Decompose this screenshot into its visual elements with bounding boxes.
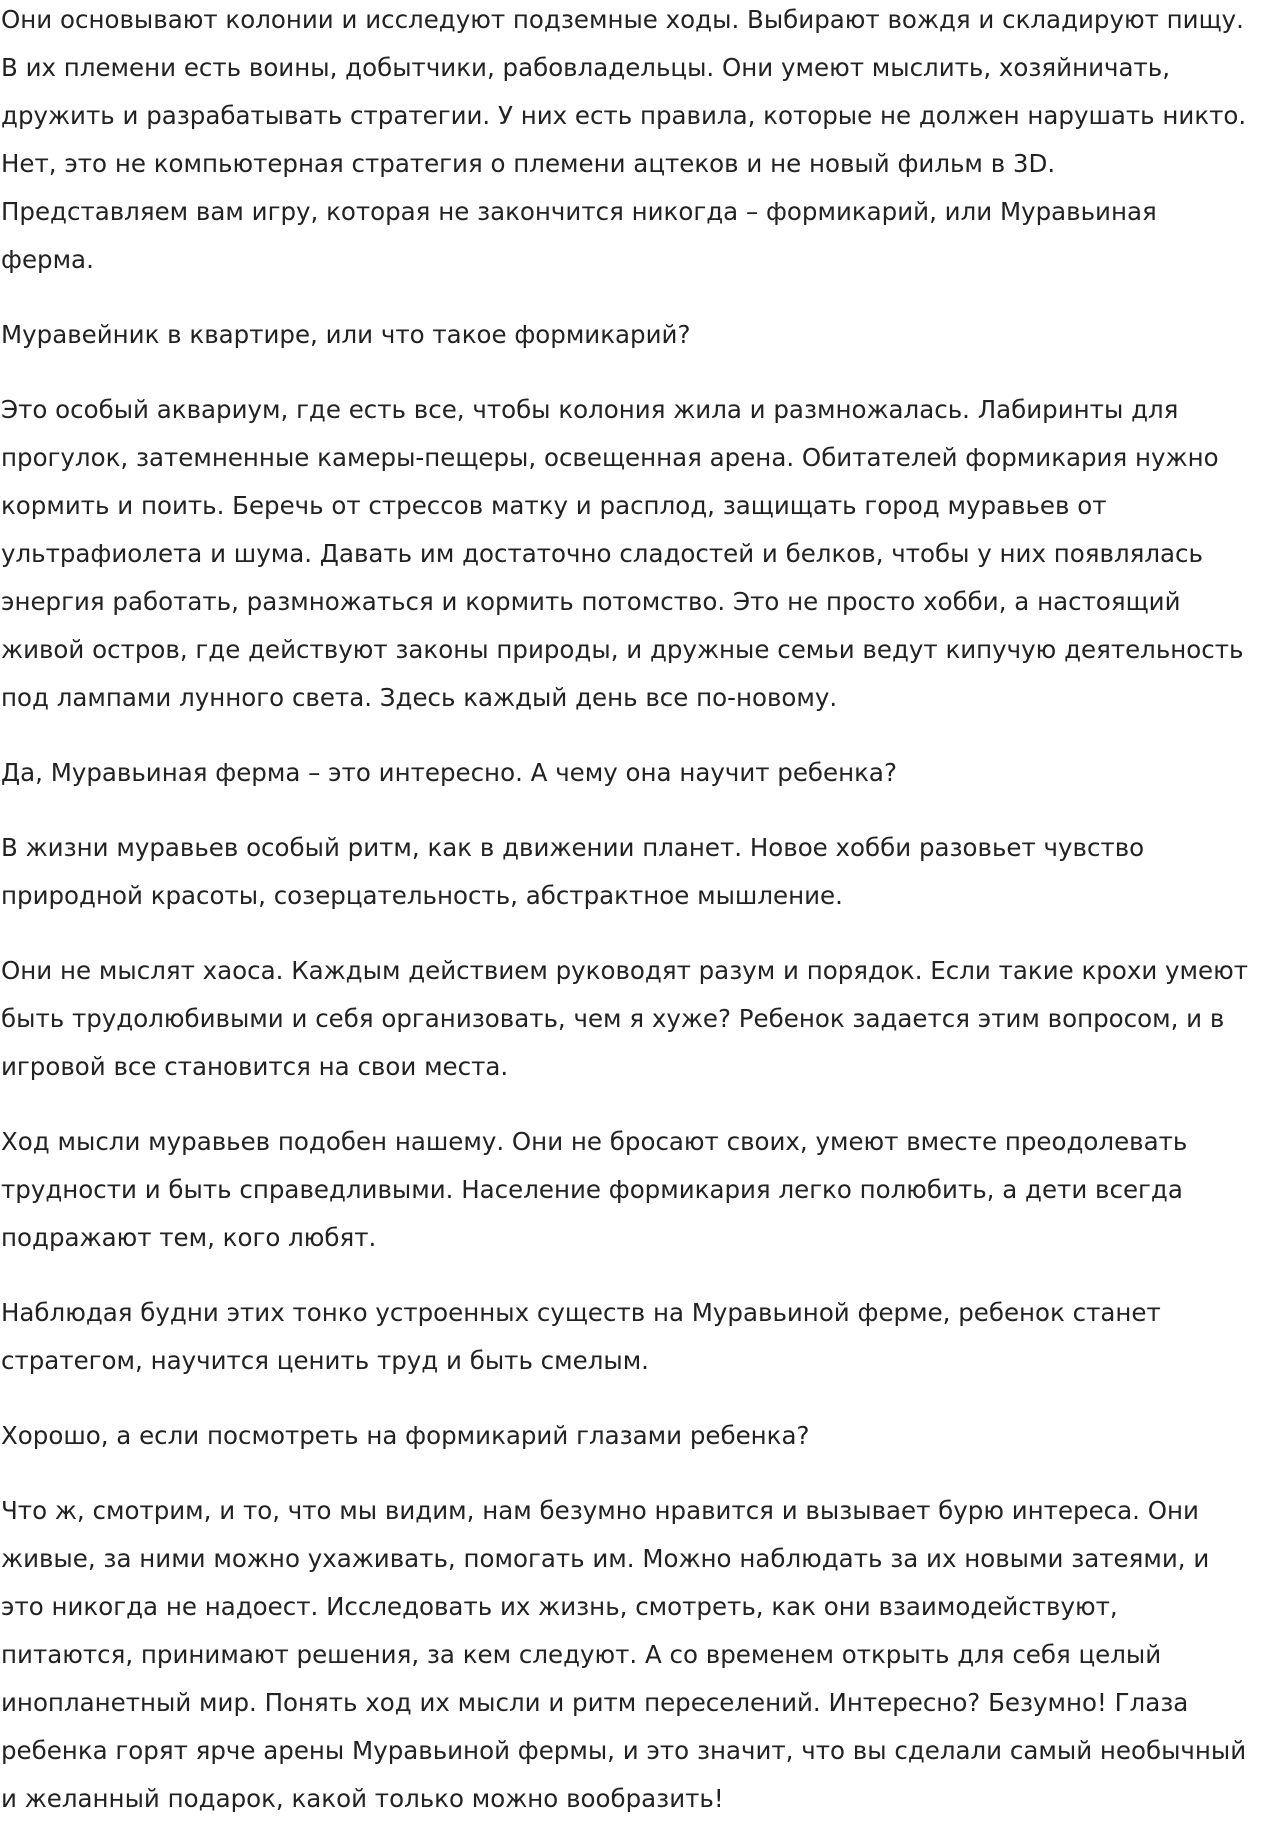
intro-paragraph: Они основывают колонии и исследуют подземные ходы. Выбирают вождя и складируют пищу. В их племени есть воины, добытчики, рабовладельцы. Они умеют мыслить, хозяйничать, дружить и разрабатывать стратегии. У них есть правила, которые не должен нарушать никто. Нет, это не компьютерная стратегия о племени ацтеков и не новый фильм в 3D. Представляем вам игру, которая не закончится никогда – формикарий, или Муравьиная ферма. [1, 5, 1247, 274]
formicarium-description-paragraph: Это особый аквариум, где есть все, чтобы колония жила и размножалась. Лабиринты для прогулок, затемненные камеры-пещеры, освещенная арена. Обитателей формикария нужно кормить и поить. Беречь от стрессов матку и расплод, защищать город муравьев от ультрафиолета и шума. Давать им достаточно сладостей и белков, чтобы у них появлялась энергия работать, размножаться и кормить потомство. Это не просто хобби, а настоящий живой остров, где действуют законы природы, и дружные семьи ведут кипучую деятельность под лампами лунного света. Здесь каждый день все по-новому. [1, 395, 1244, 712]
section-heading-child-eyes: Хорошо, а если посмотреть на формикарий глазами ребенка? [1, 1421, 810, 1450]
conclusion-paragraph: Что ж, смотрим, и то, что мы видим, нам безумно нравится и вызывает бурю интереса. Они живые, за ними можно ухаживать, помогать им. Можно наблюдать за их новыми затеями, и это никогда не надоест. Исследовать их жизнь, смотреть, как они взаимодействуют, питаются, принимают решения, за кем следуют. А со временем открыть для себя целый инопланетный мир. Понять ход их мысли и ритм переселений. Интересно? Безумно! Глаза ребенка горят ярче арены Муравьиной фермы, и это значит, что вы сделали самый необычный и желанный подарок, какой только можно вообразить! [1, 1496, 1247, 1813]
order-paragraph: Они не мыслят хаоса. Каждым действием руководят разум и порядок. Если такие крохи умеют быть трудолюбивыми и себя организовать, чем я хуже? Ребенок задается этим вопросом, и в игровой все становится на свои места. [1, 956, 1248, 1081]
thinking-paragraph: Ход мысли муравьев подобен нашему. Они не бросают своих, умеют вместе преодолевать трудности и быть справедливыми. Население формикария легко полюбить, а дети всегда подражают тем, кого любят. [1, 1127, 1188, 1252]
section-heading-what-child-learns: Да, Муравьиная ферма – это интересно. А чему она научит ребенка? [1, 758, 897, 787]
section-heading-what-is-formicarium: Муравейник в квартире, или что такое формикарий? [1, 320, 691, 349]
rhythm-paragraph: В жизни муравьев особый ритм, как в движении планет. Новое хобби разовьет чувство природной красоты, созерцательность, абстрактное мышление. [1, 833, 1145, 910]
strategist-paragraph: Наблюдая будни этих тонко устроенных существ на Муравьиной ферме, ребенок станет стратегом, научится ценить труд и быть смелым. [1, 1298, 1161, 1375]
